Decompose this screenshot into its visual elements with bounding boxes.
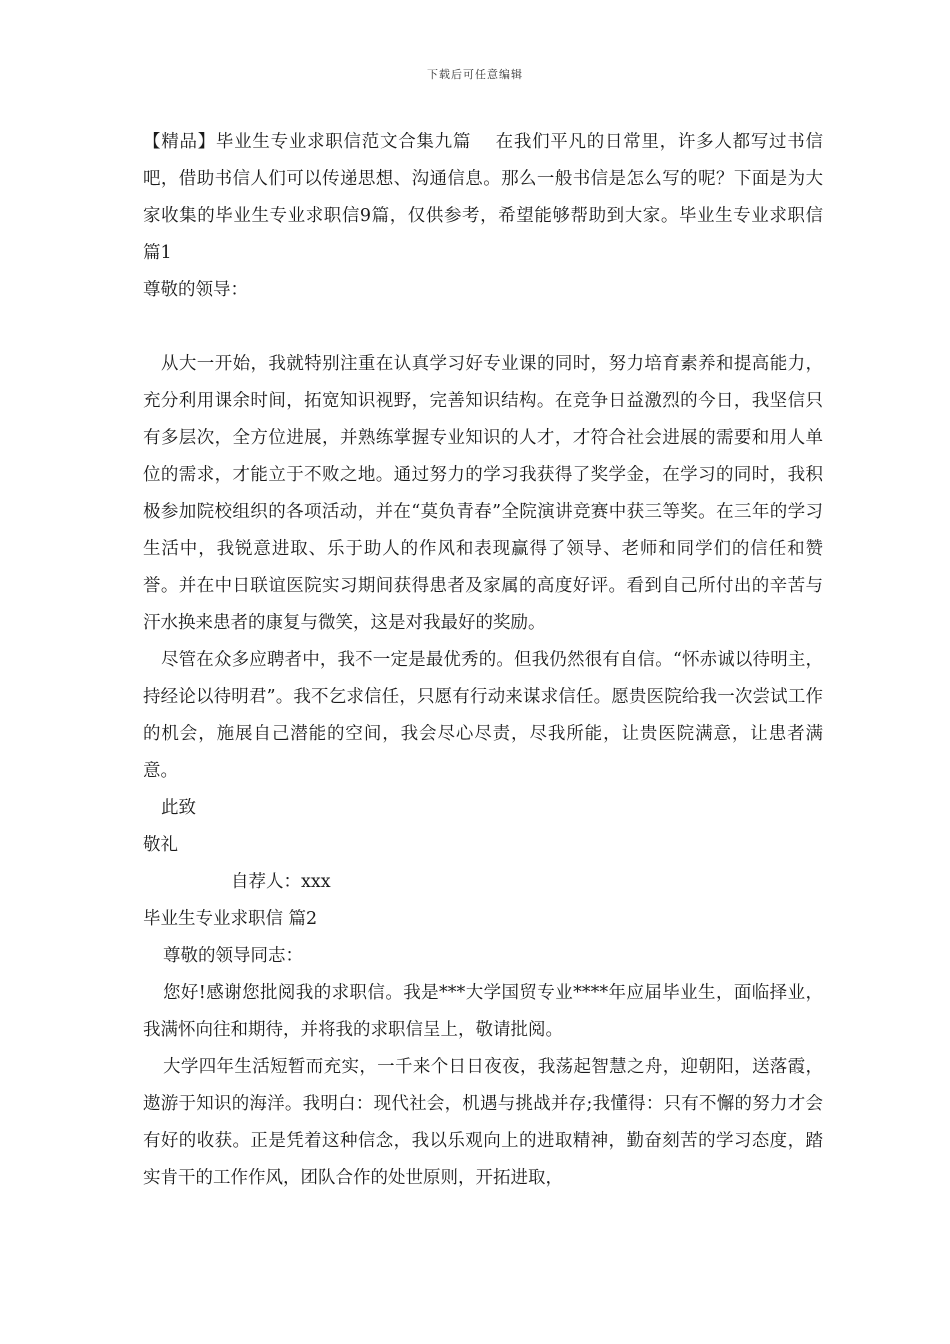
document-body [143, 124, 823, 1197]
letter2-salutation: 尊敬的领导同志： [163, 946, 303, 966]
blank-line [143, 309, 823, 346]
letter2-paragraph-1: 您好!感谢您批阅我的求职信。我是***大学国贸专业****年应届毕业生，面临择业，我满怀向往和期待，并将我的求职信呈上，敬请批阅。 [143, 983, 823, 1040]
letter1-paragraph-1: 从大一开始，我就特别注重在认真学习好专业课的同时，努力培育素养和提高能力，充分利用课余时间，拓宽知识视野，完善知识结构。在竞争日益激烈的今日，我坚信只有多层次，全方位进展，并熟练掌握专业知识的人才，才符合社会进展的需要和用人单位的需求，才能立于不败之地。通过努力的学习我获得了奖学金，在学习的同时，我积极参加院校组织的各项活动，并在“莫负青春”全院演讲竞赛中获三等奖。在三年的学习生活中，我锐意进取、乐于助人的作风和表现赢得了领导、老师和同学们的信任和赞誉。并在中日联谊医院实习期间获得患者及家属的高度好评。看到自己所付出的辛苦与汗水换来患者的康复与微笑，这是对我最好的奖励。 [143, 354, 823, 633]
letter2-heading: 毕业生专业求职信 篇2 [143, 909, 318, 929]
letter1-closing-1: 此致 [161, 798, 196, 818]
letter1-paragraph-2: 尽管在众多应聘者中，我不一定是最优秀的。但我仍然很有自信。“怀赤诚以待明主，持经论以待明君”。我不乞求信任，只愿有行动来谋求信任。愿贵医院给我一次尝试工作的机会，施展自己潜能的空间，我会尽心尽责，尽我所能，让贵医院满意，让患者满意。 [143, 650, 823, 781]
letter1-closing-2: 敬礼 [143, 835, 178, 855]
intro-paragraph: 【精品】毕业生专业求职信范文合集九篇 在我们平凡的日常里，许多人都写过书信吧，借助书信人们可以传递思想、沟通信息。那么一般书信是怎么写的呢？下面是为大家收集的毕业生专业求职信9篇，仅供参考，希望能够帮助到大家。毕业生专业求职信 篇1 [143, 132, 823, 263]
letter2-paragraph-2: 大学四年生活短暂而充实，一千来个日日夜夜，我荡起智慧之舟，迎朝阳，送落霞，遨游于知识的海洋。我明白：现代社会，机遇与挑战并存;我懂得：只有不懈的努力才会有好的收获。正是凭着这种信念，我以乐观向上的进取精神，勤奋刻苦的学习态度，踏实肯干的工作作风，团队合作的处世原则，开拓进取， [143, 1057, 823, 1188]
letter1-salutation: 尊敬的领导： [143, 280, 248, 300]
page-header: 下载后可任意编辑 [427, 68, 523, 81]
letter1-signature: 自荐人：xxx [231, 872, 331, 892]
